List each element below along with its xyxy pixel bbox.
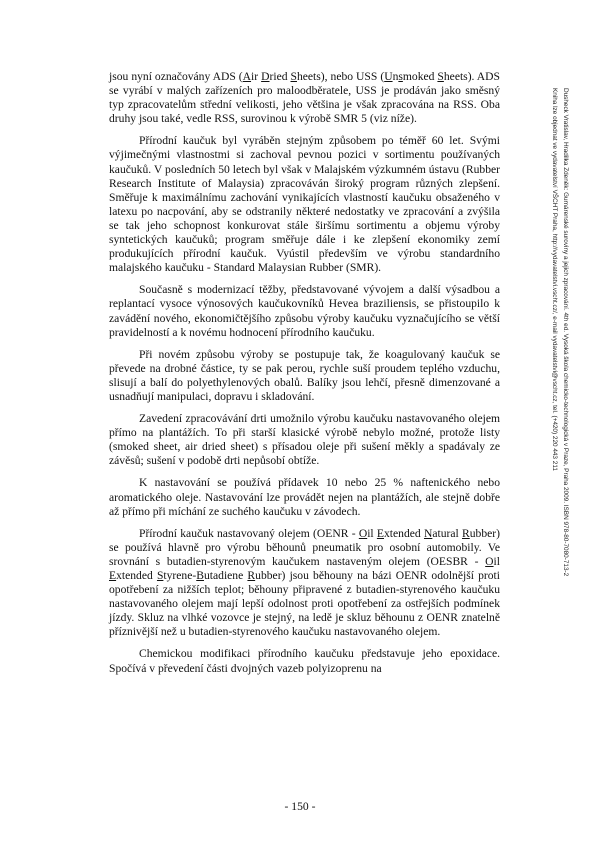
- text-run: il: [493, 554, 500, 568]
- text-run: heets). ADS se vyrábí v malých zařízeních pro maloodběratele, USS je prodáván jako směsný typ zpracovatelům střední velikosti, jeho většina je však zpracována na RSS. Oba druhy jsou také, vedle RSS, surovinou k výrobě SMR 5 (viz níže).: [109, 70, 500, 126]
- text-run: Přírodní kaučuk byl vyráběn stejným způsobem po téměř 60 let. Svými výjimečnými vlastnostmi si zachoval pevnou pozici v sortimentu používaných kaučuků. V posledních 50 letech byl však v Malajském výzkumném ústavu (Rubber Research Institute of Malaysia) zpracováván široký program různých zlepšení. Směřuje k maximálnímu zachování vynikajících vlastností kaučuku obsaženého v latexu po nacpování, aby se odstranily některé nedostatky ve zpracování a zvýšila se tak jeho schopnost konkurovat stále širšímu sortimentu a objemu výroby syntetických kaučuků; program směřuje dále i ke zlepšení ekonomiky zemí produkujících přírodní kaučuk. Vyústil především ve výrobu standardního malajského kaučuku - Standard Malaysian Rubber (SMR).: [109, 134, 500, 275]
- text-run: ried: [269, 70, 291, 83]
- text-run: Chemickou modifikaci přírodního kaučuku představuje jeho epoxidace. Spočívá v převedení části dvojných vazeb polyizoprenu na: [109, 647, 500, 675]
- side-note-line-2: Kniha lze objednat ve vydavatelství VŠCHT Praha, http://vydavatelstvi.vscht.cz/, e-mail vydavatelstvi@vscht.cz, tel. (+420) 220 443 211: [551, 88, 558, 471]
- text-run: utadiene: [203, 569, 248, 582]
- underlined-initial: A: [242, 70, 252, 83]
- text-run: heets), nebo USS (: [296, 70, 385, 83]
- paragraph: [109, 476, 500, 518]
- underlined-initial: B: [196, 569, 204, 582]
- underlined-initial: s: [398, 70, 403, 83]
- text-run: Při novém způsobu výroby se postupuje tak, že koagulovaný kaučuk se převede na drobné částice, ty se pak perou, rychle suší proudem teplého vzduchu, slisují a balí do polyethylenových obalů. Balíky jsou lehčí, přesně dimenzované a usnadňují manipulaci, dopravu i skladování.: [109, 347, 500, 403]
- text-run: tyrene-: [163, 569, 197, 582]
- text-run: moked: [402, 70, 438, 83]
- paragraph: [109, 134, 500, 275]
- text-run: xtended: [116, 569, 157, 582]
- underlined-initial: S: [437, 70, 444, 83]
- underlined-initial: D: [261, 70, 270, 83]
- underlined-initial: S: [290, 70, 297, 83]
- text-run: ir: [251, 70, 262, 83]
- paragraph: [109, 70, 500, 126]
- text-run: Přírodní kaučuk nastavovaný olejem (OENR -: [139, 526, 359, 540]
- page-number: - 150 -: [284, 800, 316, 813]
- text-run: Zavedení zpracovávání drti umožnilo výrobu kaučuku nastavovaného olejem přímo na plantážích. To při starší klasické výrobě nebylo možné, protože listy (smoked sheet, air dried sheet) s přísadou oleje při sušení měkly a spadávaly ze závěsů; sušení v podobě drti nepůsobí obtíže.: [109, 412, 500, 468]
- paragraph: [109, 348, 500, 404]
- paragraph: [109, 647, 500, 675]
- text-run: il: [367, 526, 377, 540]
- underlined-initial: S: [156, 569, 164, 582]
- underlined-initial: R: [247, 569, 256, 582]
- paragraph: [109, 283, 500, 339]
- text-run: xtended: [384, 526, 424, 540]
- side-note: [547, 88, 569, 648]
- text-run: atural: [432, 526, 462, 540]
- underlined-initial: O: [358, 526, 368, 540]
- text-run: K nastavování se používá přídavek 10 nebo 25 % naftenického nebo aromatického oleje. Nastavování lze provádět nejen na plantážích, ale stejně dobře až přímo při míchání ze suchého kaučuku v závodech.: [109, 476, 500, 518]
- underlined-initial: U: [384, 70, 393, 83]
- underlined-initial: N: [423, 526, 433, 540]
- underlined-initial: R: [462, 526, 470, 540]
- underlined-initial: E: [376, 526, 384, 540]
- text-run: n: [392, 70, 399, 83]
- text-run: jsou nyní označovány ADS (: [109, 70, 243, 83]
- side-note-rotated: [547, 88, 571, 648]
- text-run: ubber) se používá hlavně pro výrobu běhounů pneumatik pro osobní automobily. Ve srovnání s butadien-styrenovým kaučukem nastaveným olejem (OESBR -: [109, 526, 500, 568]
- text-run: Současně s modernizací těžby, představované vývojem a další výsadbou a replantací vysoce výnosových kaučukovníků Hevea braziliensis, se přistoupilo k zavádění nového, ekonomičtějšího způsobu výroby kaučuku vyznačujícího se větší pravidelností a k novému hodnocení přírodního kaučuku.: [109, 283, 500, 339]
- body-text: [109, 70, 500, 684]
- underlined-initial: O: [485, 554, 494, 568]
- paragraph: [109, 527, 500, 640]
- underlined-initial: E: [109, 569, 117, 582]
- side-note-line-1: Dusheck Vratislav, Hradilka Zdeněk: Gumárenské suroviny a jejich zpracování. 4th ed. Vysoká škola chemicko-technologická v Praze, Praha 2009. ISBN 978-80-7080-713-2: [562, 88, 569, 577]
- text-run: ubber) jsou běhouny na bázi OENR odolnější proti opotřebení za nižších teplot; běhouny připravené z butadien-styrenového kaučuku nastavovaného olejem mají lepší odolnost proti opotřebení za ostřejších podmínek jízdy. Skluz na vlhké vozovce je stejný, na ledě je skluz běhounu z OENR znatelně příznivější než u butadien-styrenového kaučuku nastavovaného olejem.: [109, 569, 500, 639]
- paragraph: [109, 412, 500, 468]
